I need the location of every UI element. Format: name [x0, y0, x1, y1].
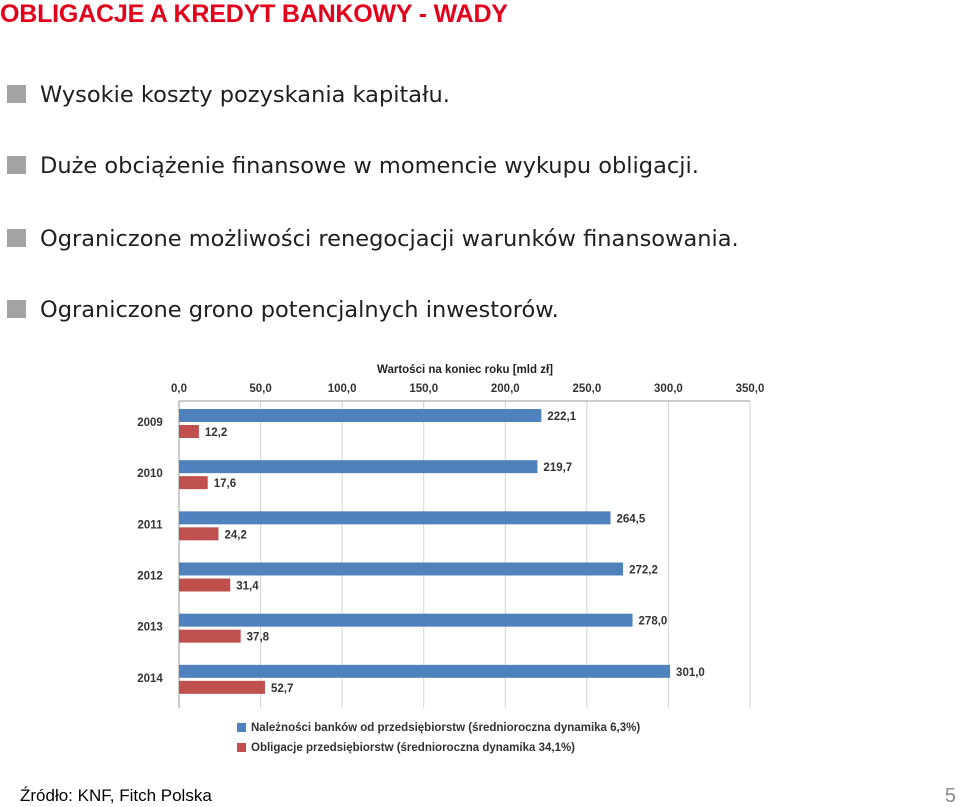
data-label: 272,2	[629, 564, 658, 577]
category-label: 2013	[137, 621, 163, 634]
slide-title: OBLIGACJE A KREDYT BANKOWY - WADY	[0, 0, 508, 28]
data-label: 37,8	[246, 631, 270, 644]
bullet-text: Ograniczone możliwości renegocjacji warunków finansowania.	[40, 226, 739, 252]
data-label: 31,4	[236, 580, 259, 593]
category-label: 2011	[137, 519, 163, 532]
x-tick-label: 150,0	[409, 383, 439, 395]
data-label: 12,2	[204, 427, 228, 439]
category-label: 2010	[137, 468, 163, 481]
data-label: 219,7	[543, 462, 573, 475]
category-label: 2012	[137, 570, 163, 583]
bullet-text: Duże obciążenie finansowe w momencie wykupu obligacji.	[40, 153, 699, 179]
bar	[179, 409, 541, 422]
bar	[179, 614, 633, 627]
bullet-text: Wysokie koszty pozyskania kapitału.	[40, 82, 450, 108]
data-label: 52,7	[270, 682, 294, 695]
source-note: Źródło: KNF, Fitch Polska	[20, 786, 212, 805]
legend-swatch	[237, 743, 246, 752]
bar	[179, 579, 230, 592]
bullet-square-icon	[7, 229, 26, 247]
bullet-square-icon	[7, 85, 26, 103]
bar	[179, 476, 208, 489]
bar	[179, 630, 241, 643]
legend-swatch	[237, 723, 246, 732]
category-label: 2009	[137, 417, 163, 429]
x-tick-label: 350,0	[735, 383, 765, 395]
chart-title: Wartości na koniec roku [mld zł]	[377, 364, 553, 376]
bar	[179, 665, 670, 678]
x-tick-label: 100,0	[327, 383, 357, 395]
bullet-square-icon	[7, 300, 26, 318]
legend-label: Należności banków od przedsiębiorstw (średnioroczna dynamika 6,3%)	[251, 722, 641, 734]
x-tick-label: 0,0	[171, 383, 187, 395]
bar	[179, 527, 218, 540]
data-label: 301,0	[676, 666, 705, 679]
x-tick-label: 300,0	[654, 383, 683, 395]
bar	[179, 563, 623, 576]
category-label: 2014	[137, 672, 163, 685]
data-label: 278,0	[638, 615, 668, 628]
bar	[179, 425, 199, 438]
x-tick-label: 200,0	[490, 383, 520, 395]
bar	[179, 681, 265, 694]
x-tick-label: 50,0	[249, 383, 272, 395]
legend-label: Obligacje przedsiębiorstw (średnioroczna dynamika 34,1%)	[251, 742, 576, 754]
data-label: 17,6	[213, 478, 237, 491]
bullet-text: Ograniczone grono potencjalnych inwestorów.	[40, 297, 559, 323]
data-label: 264,5	[616, 513, 646, 526]
bullet-square-icon	[7, 156, 26, 174]
bar-chart	[120, 355, 780, 770]
bar	[179, 460, 537, 473]
data-label: 24,2	[224, 529, 247, 542]
data-label: 222,1	[547, 411, 577, 423]
bar	[179, 511, 611, 524]
x-tick-label: 250,0	[572, 383, 602, 395]
page-number: 5	[944, 785, 956, 807]
